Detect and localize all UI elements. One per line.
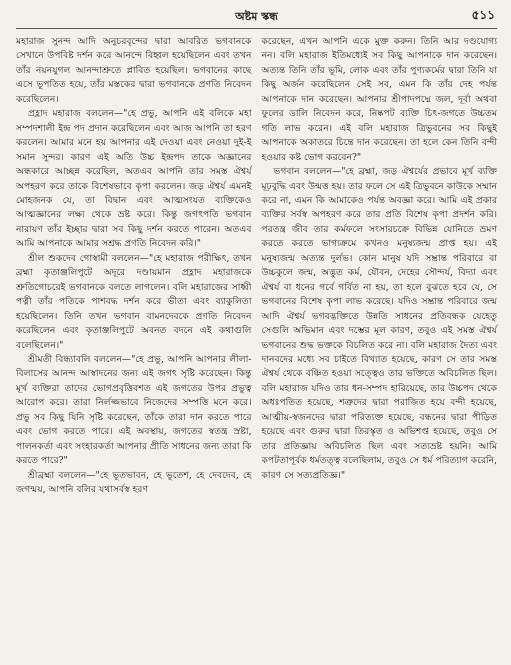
chapter-title: অষ্টম স্কন্ধ bbox=[235, 10, 278, 23]
right-column bbox=[262, 35, 498, 498]
page-number: ৫১১ bbox=[471, 8, 495, 22]
paragraph: শ্রীমতী বিন্ধ্যাবলি বললেন—"হে প্রভু, আপনি আপনার লীলা-বিলাসের আনন্দ আস্বাদনের জন্য এই জগৎ সৃষ্টি করেছেন। কিন্তু মূর্খ ব্যক্তিরা তাদের ভোগপ্রবৃত্তিবশত এই জগতের উপর প্রভুত্ব আরোপ করে। তারা নির্লজ্জভাবে নিজেদের সম্পত্তি মনে করে। প্রভু সব কিছু যিনি সৃষ্টি করেছেন, তাঁকে তারা দান করতে পারে এবং ভোগ করতে পারে। এই অবস্থায়, জগতের স্বতন্ত্র স্রষ্টা, পালনকর্তা এবং সংহারকর্তা আপনার প্রীতি সাধনের জন্য তারা কি করতে পারে?" bbox=[16, 353, 252, 467]
page-header bbox=[16, 6, 497, 29]
text-columns bbox=[16, 35, 497, 498]
paragraph: করেছেন, এখন আপনি একে মুক্ত করুন। তিনি আর দণ্ডযোগ্য নন। বলি মহারাজ ইতিমধ্যেই সব কিছু আপনাকে দান করেছেন। অত্যন্ত তিনি তাঁর ভূমি, লোক এবং তাঁর পুণ্যকর্মের দ্বারা তিনি যা কিছু অর্জন করেছিলেন সেই সব, এমন কি তাঁর দেহ পর্যন্ত আপনাকে দান করেছেন। আপনার শ্রীপাদপদ্মে জল, দূর্বা অথবা ফুলের ডালি নিবেদন করে, নিষ্কপট ব্যক্তি চিৎ-জগতে উচ্চতম গতি লাভ করেন। এই বলি মহারাজ ত্রিভুবনের সব কিছুই আপনাকে অকাতরে চিন্তে দান করেছেন। তা হলে কেন তিনি বন্দী হওয়ার কষ্ট ভোগ করবেন?" bbox=[261, 36, 497, 163]
paragraph: মহারাজ সুনন্দ আদি অনুচরবৃন্দের দ্বারা আবরিত ভগবানকে সেখানে উপবিষ্ট দর্শন করে আনন্দে বিহ্বল হয়েছিলেন এবং তখন তাঁর নয়নযুগল আনন্দাশ্রুতে প্লাবিত হয়েছিল। ভগবানের কাছে এসে ভূপতিত হয়ে, তাঁর মস্তকের দ্বারা ভগবানকে প্রণতি নিবেদন করেছিলেন। bbox=[16, 36, 252, 105]
paragraph: ভগবান বললেন—"হে ব্রহ্মা, জড় ঐশ্বর্যের প্রভাবে মূর্খ ব্যক্তি মূঢ়বুদ্ধি এবং উন্মত্ত হয়। তার ফলে সে এই ত্রিভুবনে কাউকে সম্মান করে না, এমন কি আমাকেও পর্যন্ত অবজ্ঞা করে। আমি এই প্রকার ব্যক্তির সর্বস্ব অপহরণ করে তার প্রতি বিশেষ কৃপা প্রদর্শন করি। পরতন্ত্র জীব তার কর্মফলে সংসারচক্রে বিভিন্ন যোনিতে ভ্রমণ করতে করতে ভাগ্যক্রমে কখনও মনুষ্যজন্ম প্রাপ্ত হয়। এই মনুষ্যজন্ম অত্যন্ত দুর্লভ। কোন মানুষ যদি সম্ভ্রান্ত পরিবারে বা উচ্চকুলে জন্ম, অদ্ভুত কর্ম, যৌবন, দেহের সৌন্দর্য, বিদ্যা এবং ঐশ্বর্য বা ধনের গর্বে গর্বিত না হয়, তা হলে বুঝতে হবে যে, সে ভগবানের বিশেষ কৃপা লাভ করেছে। যদিও সম্ভ্রান্ত পরিবারে জন্ম আদি ঐশ্বর্য ভগবদ্ভক্তিতে উন্নতি সাধনের প্রতিবন্ধক যেহেতু সেগুলি অভিমান এবং দম্ভের মূল কারণ, তবুও এই সমস্ত ঐশ্বর্য ভগবানের শুদ্ধ ভক্তকে বিচলিত করে না। বলি মহারাজ দৈত্য এবং দানবদের মধ্যে সব চাইতে বিখ্যাত হয়েছে, কারণ সে তার সমস্ত ঐশ্বর্য থেকে বঞ্চিত হওয়া সত্ত্বেও তার ভক্তিতে অবিচলিত ছিল। বলি মহারাজ যদিও তার ধন-সম্পদ হারিয়েছে, তার উচ্চপদ থেকে অধঃপতিত হয়েছে, শত্রুদের দ্বারা পরাজিত হয়ে বন্দী হয়েছে, আত্মীয়-স্বজনদের দ্বারা পরিত্যক্ত হয়েছে, বন্ধনের দ্বারা পীড়িত হয়েছে এবং গুরুর দ্বারা তিরস্কৃত ও অভিশপ্ত হয়েছে, তবুও সে তার প্রতিজ্ঞায় অবিচলিত ছিল এবং সত্যভ্রষ্ট হয়নি। আমি কপটতাপূর্বক ধর্মতত্ত্ব বলেছিলাম, তবুও সে ধর্ম পরিত্যাগ করেনি, কারণ সে সত্যপ্রতিজ্ঞ।" bbox=[261, 166, 497, 481]
paragraph: প্রহ্লাদ মহারাজ বললেন—"হে প্রভু, আপনি এই বলিকে মহা সম্পদশালী ইন্দ্র পদ প্রদান করেছিলেন এবং আজ আপনি তা হরণ করলেন। আমার মনে হয় আপনার এই দেওয়া এবং নেওয়া দুই-ই সমান সুন্দর। কারণ এই অতি উচ্চ ইন্দ্রপদ তাকে অজ্ঞানের অন্ধকারে আচ্ছন্ন করেছিল, অতএব আপনি তার সমস্ত ঐশ্বর্য অপহরণ করে তাকে বিশেষভাবে কৃপা করলেন। জড় ঐশ্বর্য এমনই মোহজনক যে, তা বিদ্বান এবং আত্মসংযত ব্যক্তিকেও আত্মজ্ঞানের লক্ষ্য থেকে ভ্রষ্ট করে। কিন্তু জগৎপতি ভগবান নারায়ণ তাঁর ইচ্ছার দ্বারা সব কিছু দর্শন করতে পারেন। অতএব আমি আপনাকে আমার সশ্রদ্ধ প্রণতি নিবেদন করি।" bbox=[16, 108, 252, 250]
left-column bbox=[16, 35, 252, 498]
paragraph: শ্রীব্রহ্মা বললেন—"হে ভূতভাবন, হে ভূতেশ, হে দেবদেব, হে জগন্ময়, আপনি বলির যথাসর্বস্ব হরণ bbox=[16, 469, 252, 496]
paragraph: শ্রীল শুকদেব গোস্বামী বললেন—"হে মহারাজ পরীক্ষিৎ, তখন ব্রহ্মা কৃতাঞ্জলিপুটে অদূরে দণ্ডায়মান প্রহ্লাদ মহারাজকে শ্রুতিগোচরেই ভগবানকে বলতে লাগলেন। বলি মহারাজের সাধ্বী পত্নী তাঁর পতিকে পাশবদ্ধ দর্শন করে ভীতা এবং ব্যাকুলিতা হয়েছিলেন। তিনি তখন ভগবান বামনদেবকে প্রণতি নিবেদন করেছিলেন এবং কৃতাঞ্জলিপুটে অবনত বদনে এই কথাগুলি বলেছিলেন।" bbox=[16, 252, 252, 351]
